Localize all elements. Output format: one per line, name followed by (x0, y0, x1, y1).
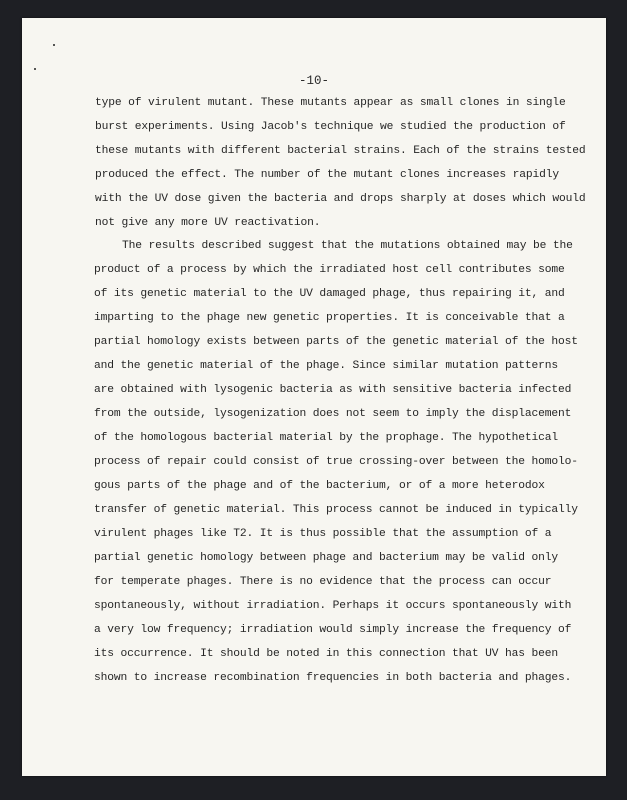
text-line: of the homologous bacterial material by the prophage. The hypothetical (94, 432, 559, 444)
text-line: its occurrence. It should be noted in this connection that UV has been (94, 648, 559, 660)
text-line: these mutants with different bacterial strains. Each of the strains tested (95, 145, 586, 157)
text-line: are obtained with lysogenic bacteria as with sensitive bacteria infected (94, 384, 572, 396)
text-line: from the outside, lysogenization does not seem to imply the displacement (94, 408, 572, 420)
text-line: not give any more UV reactivation. (95, 217, 321, 229)
paper-speck (34, 68, 36, 70)
text-line: partial homology exists between parts of the genetic material of the host (94, 336, 578, 348)
text-line: process of repair could consist of true crossing-over between the homolo- (94, 456, 578, 468)
text-line: partial genetic homology between phage and bacterium may be valid only (94, 552, 559, 564)
text-line: burst experiments. Using Jacob's technique we studied the production of (95, 121, 566, 133)
text-line: product of a process by which the irradiated host cell contributes some (94, 264, 565, 276)
text-line: with the UV dose given the bacteria and drops sharply at doses which would (95, 193, 586, 205)
paper-speck (53, 44, 55, 46)
text-line: and the genetic material of the phage. Since similar mutation patterns (94, 360, 559, 372)
text-line: spontaneously, without irradiation. Perhaps it occurs spontaneously with (94, 600, 572, 612)
text-line: produced the effect. The number of the mutant clones increases rapidly (95, 169, 560, 181)
text-line: gous parts of the phage and of the bacterium, or of a more heterodox (94, 480, 545, 492)
text-line: of its genetic material to the UV damaged phage, thus repairing it, and (94, 288, 565, 300)
text-line: a very low frequency; irradiation would simply increase the frequency of (94, 624, 572, 636)
text-line: shown to increase recombination frequencies in both bacteria and phages. (94, 672, 572, 684)
text-line: virulent phages like T2. It is thus possible that the assumption of a (94, 528, 552, 540)
text-line: for temperate phages. There is no evidence that the process can occur (94, 576, 552, 588)
text-line: transfer of genetic material. This process cannot be induced in typically (94, 504, 578, 516)
text-line: The results described suggest that the mutations obtained may be the (122, 240, 573, 252)
text-line: type of virulent mutant. These mutants appear as small clones in single (95, 97, 566, 109)
document-page (22, 18, 606, 776)
text-line: imparting to the phage new genetic properties. It is conceivable that a (94, 312, 565, 324)
page-number: -10- (298, 74, 329, 88)
